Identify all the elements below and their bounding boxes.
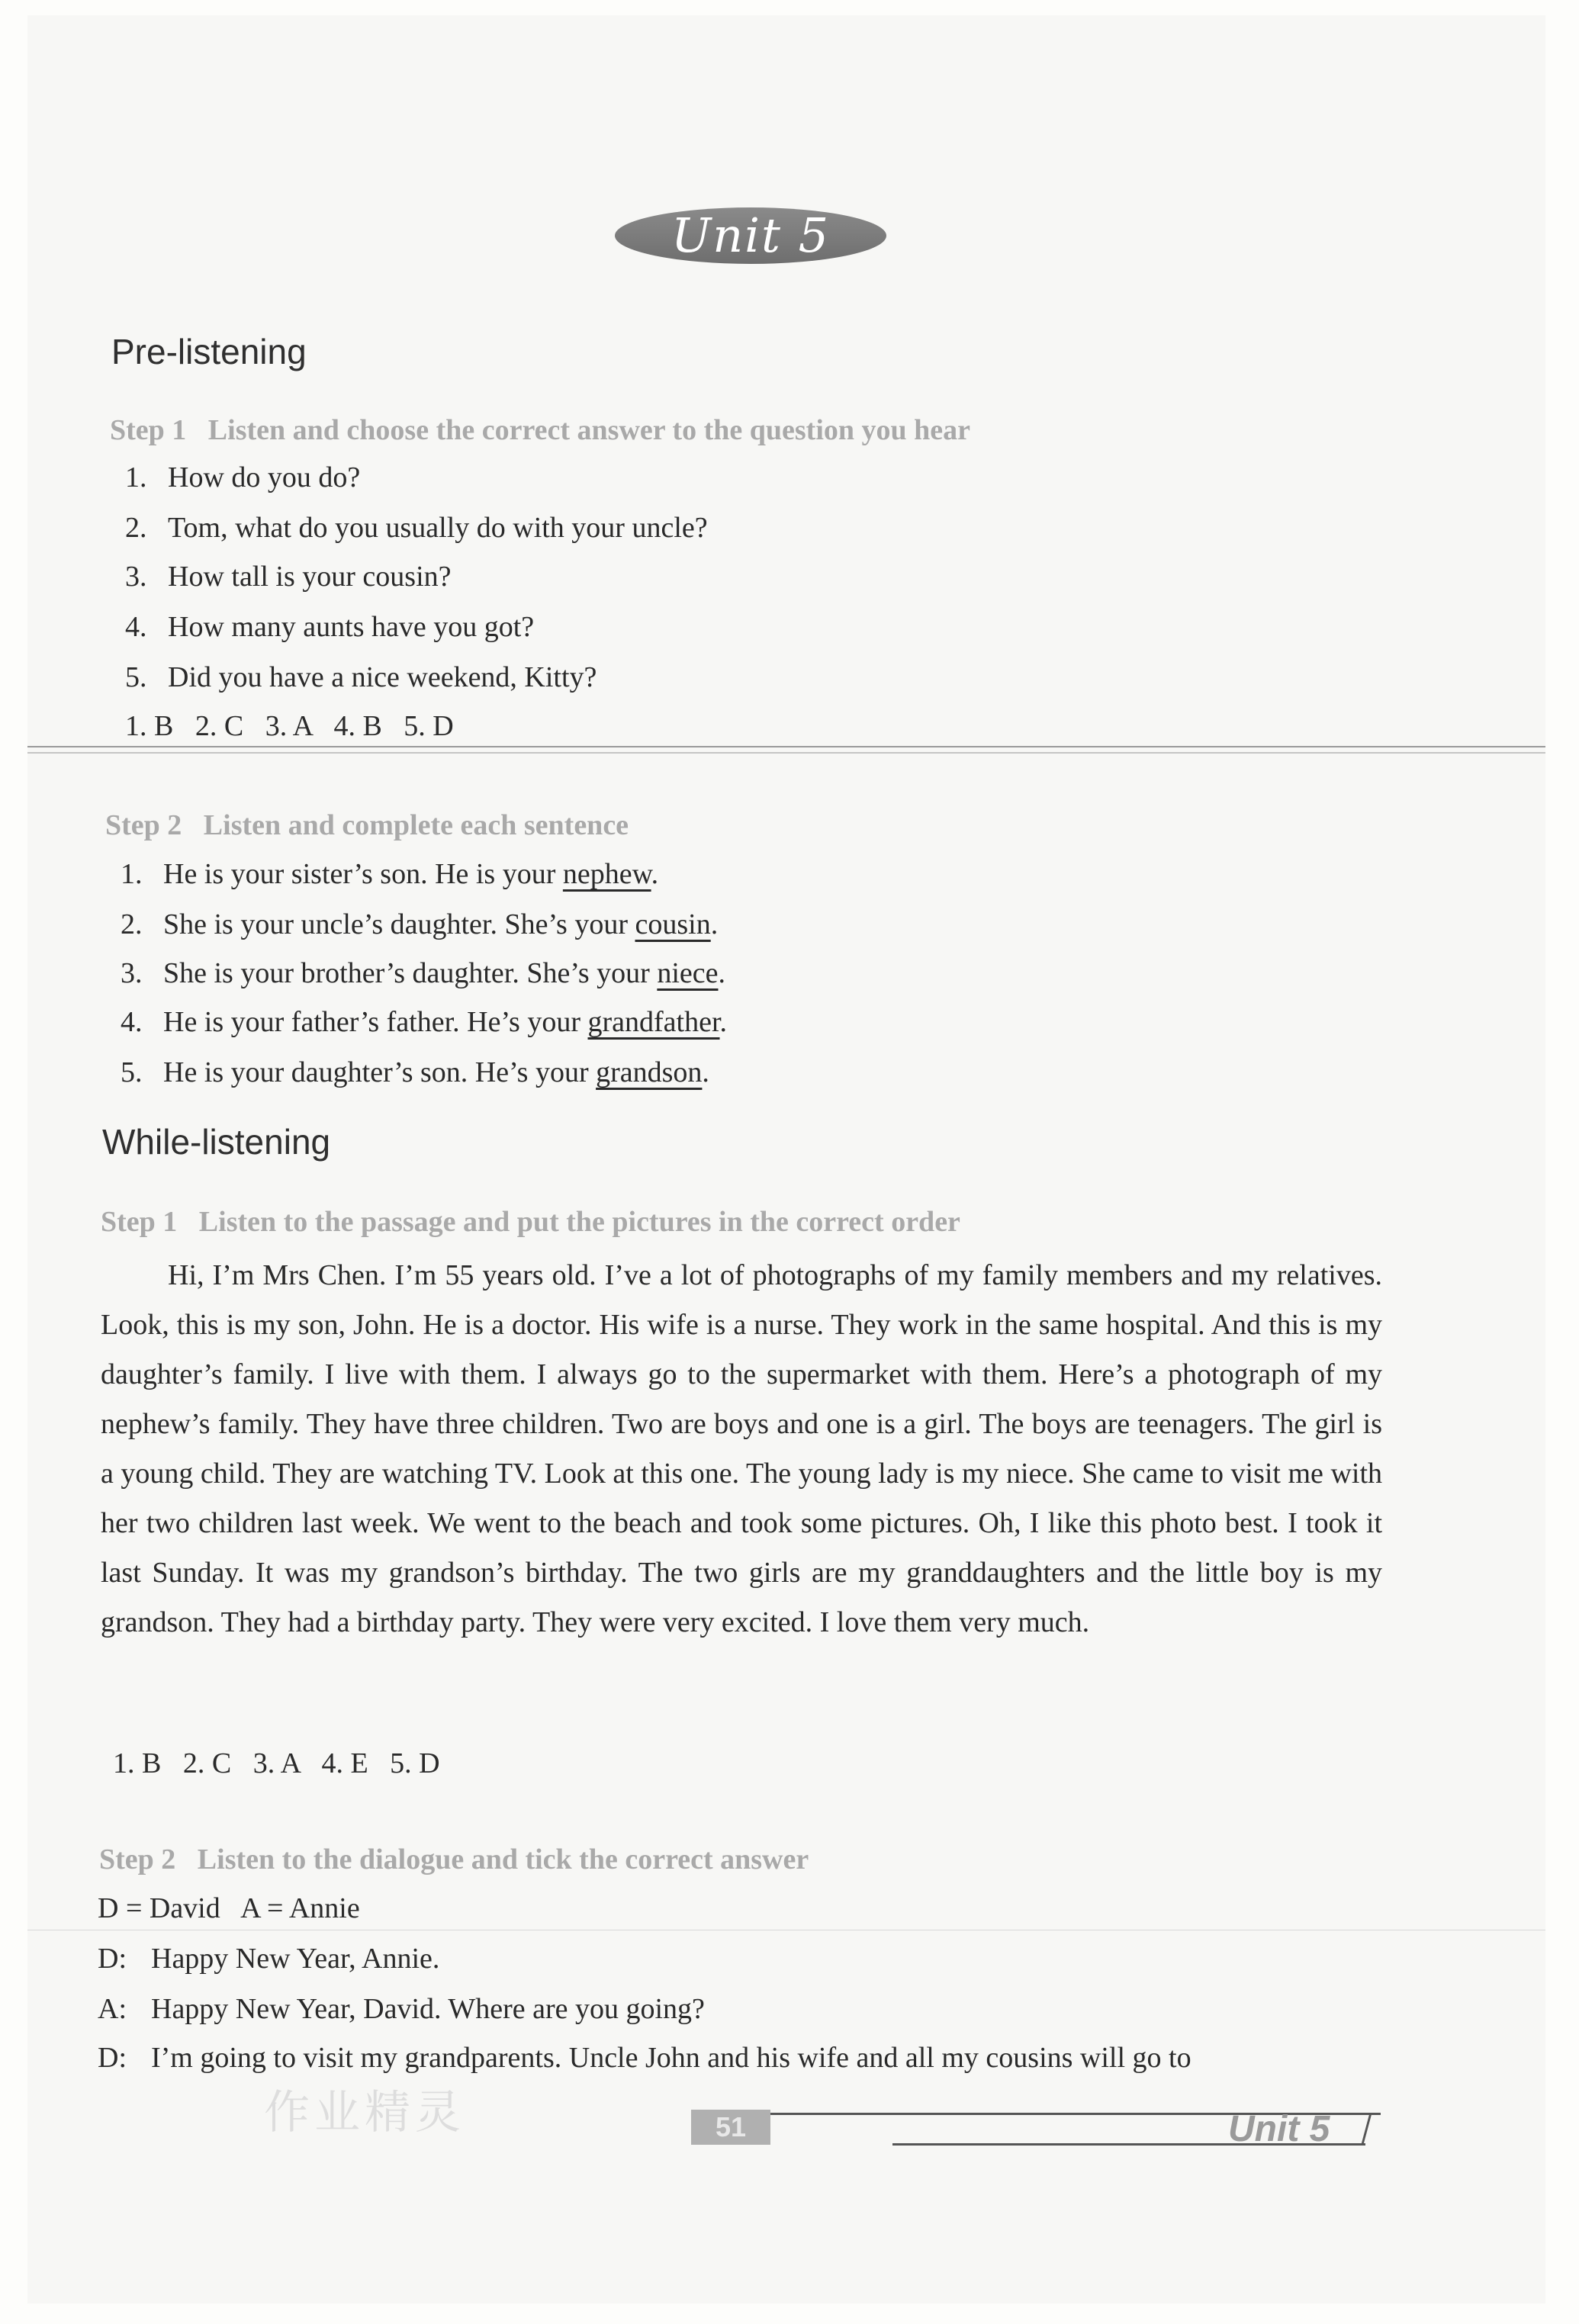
question-2 [125, 511, 708, 545]
step2-label-pre [105, 808, 629, 842]
step-number: Step 2 [105, 809, 182, 841]
watermark: 作业精灵 [264, 2086, 465, 2139]
sentence-end: . [651, 858, 659, 890]
step-instruction: Listen and complete each sentence [203, 809, 629, 841]
section-heading-while-listening: While-listening [102, 1122, 331, 1162]
sentence-1 [121, 857, 658, 891]
sentence-2 [121, 908, 718, 941]
dialogue-text: I’m going to visit my grandparents. Uncle John and his wife and all my cousins will go to [151, 2042, 1191, 2074]
step-instruction: Listen and choose the correct answer to the question you hear [207, 414, 971, 446]
sentence-text: He is your father’s father. He’s your [163, 1006, 588, 1038]
question-3 [125, 560, 452, 593]
filled-answer: grandson [596, 1056, 703, 1088]
step-instruction: Listen to the dialogue and tick the correct answer [197, 1843, 809, 1876]
question-number: 4. [125, 611, 147, 643]
passage-text: Hi, I’m Mrs Chen. I’m 55 years old. I’ve a lot of photographs of my family members and my relatives. Look, this is my son, John. He is a doctor. His wife is a nurse. They work in the same hospital. And this is my daughter’s family. I live with them. I always go to the supermarket with them. Here’s a photograph of my nephew’s family. They have three children. Two are boys and one is a girl. The boys are teenagers. The girl is a young child. They are watching TV. Look at this one. The young lady is my niece. She came to visit me with her two children last week. We went to the beach and took some pictures. Oh, I like this photo best. I took it last Sunday. It was my grandson’s birthday. The two girls are my granddaughters and the little boy is my grandson. They had a birthday party. They were very excited. I love them very much. [101, 1259, 1382, 1638]
sentence-5 [121, 1056, 709, 1089]
question-4 [125, 610, 534, 644]
question-text: How many aunts have you got? [168, 611, 535, 643]
sentence-end: . [719, 1006, 728, 1038]
speaker: A: [98, 1993, 127, 2025]
answer-key-step1: 1. B 2. C 3. A 4. B 5. D [125, 710, 454, 742]
section-heading-pre-listening: Pre-listening [111, 332, 307, 371]
step-number: Step 1 [101, 1206, 178, 1238]
sentence-text: He is your sister’s son. He is your [163, 858, 563, 890]
sentence-number: 1. [121, 858, 143, 890]
step2-label-while [99, 1843, 809, 1876]
speaker-key: D = David A = Annie [98, 1892, 360, 1924]
question-text: How tall is your cousin? [168, 561, 452, 593]
footer-unit-label: Unit 5 [1228, 2109, 1330, 2149]
sentence-text: She is your brother’s daughter. She’s your [163, 957, 658, 989]
filled-answer: nephew [562, 858, 651, 890]
dialogue-line-2 [98, 1992, 705, 2026]
step-instruction: Listen to the passage and put the pictures in the correct order [198, 1206, 960, 1238]
sentence-3 [121, 956, 725, 990]
dialogue-text: Happy New Year, David. Where are you going? [151, 1993, 705, 2025]
passage [101, 1251, 1382, 1647]
dialogue-line-1 [98, 1942, 439, 1975]
dialogue-line-3 [98, 2041, 1191, 2075]
dialogue-text: Happy New Year, Annie. [151, 1943, 440, 1975]
question-1 [125, 461, 360, 494]
question-text: How do you do? [168, 461, 361, 493]
sentence-end: . [710, 908, 719, 940]
question-text: Did you have a nice weekend, Kitty? [168, 661, 597, 693]
sentence-number: 3. [121, 957, 143, 989]
question-5 [125, 661, 597, 694]
sentence-end: . [718, 957, 725, 989]
filled-answer: grandfather [587, 1006, 720, 1038]
step1-label-while [101, 1205, 960, 1239]
step1-label-pre [110, 413, 970, 447]
sentence-end: . [702, 1056, 709, 1088]
filled-answer: cousin [635, 908, 711, 940]
sentence-number: 5. [121, 1056, 143, 1088]
sentence-number: 4. [121, 1006, 143, 1038]
unit-title-badge: Unit 5 [615, 207, 886, 264]
question-text: Tom, what do you usually do with your uncle? [168, 512, 708, 544]
step-number: Step 1 [110, 414, 187, 446]
question-number: 1. [125, 461, 147, 493]
sentence-number: 2. [121, 908, 143, 940]
sentence-text: He is your daughter’s son. He’s your [163, 1056, 597, 1088]
filled-answer: niece [657, 957, 719, 989]
speaker: D: [98, 2042, 127, 2074]
sentence-text: She is your uncle’s daughter. She’s your [163, 908, 635, 940]
step-number: Step 2 [99, 1843, 176, 1876]
question-number: 5. [125, 661, 147, 693]
page-number: 51 [691, 2110, 770, 2145]
section-divider [27, 746, 1545, 754]
answer-key-passage: 1. B 2. C 3. A 4. E 5. D [113, 1747, 440, 1779]
speaker: D: [98, 1943, 127, 1975]
sentence-4 [121, 1005, 727, 1039]
question-number: 2. [125, 512, 147, 544]
question-number: 3. [125, 561, 147, 593]
